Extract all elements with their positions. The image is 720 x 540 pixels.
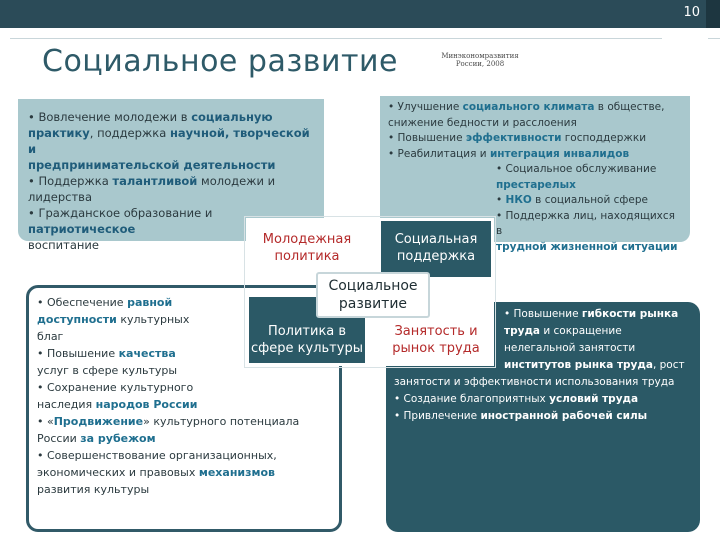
text-line: институтов рынка труда, рост bbox=[504, 359, 685, 371]
page-number: 10 bbox=[683, 5, 700, 20]
text-line: • Поддержка талантливой молодежи и bbox=[28, 174, 276, 188]
text-line: воспитание bbox=[28, 238, 99, 252]
text-line: • Создание благоприятных условий труда bbox=[394, 393, 639, 405]
text-line: • Обеспечение равной bbox=[37, 296, 173, 309]
text-line: • Повышение гибкости рынка bbox=[504, 308, 679, 320]
text-line: престарелых bbox=[496, 178, 576, 191]
top-bar-accent bbox=[706, 0, 720, 28]
top-bar bbox=[0, 0, 706, 28]
divider bbox=[708, 38, 720, 39]
text-line: экономических и правовых механизмов bbox=[37, 466, 276, 479]
text-line: трудной жизненной ситуации bbox=[496, 240, 678, 253]
text-line: • Улучшение социального климата в обществе, bbox=[388, 101, 665, 113]
text-line: практику, поддержка научной, творческой и bbox=[28, 126, 310, 156]
page-title: Социальное развитие bbox=[42, 44, 398, 79]
text-line: занятости и эффективности использования труда bbox=[394, 376, 675, 388]
text-line: • Поддержка лиц, находящихся в bbox=[496, 209, 675, 237]
text-line: нелегальной занятости bbox=[504, 342, 636, 354]
text-line: • Привлечение иностранной рабочей силы bbox=[394, 410, 648, 422]
culture-policy-card: Политика в сфере культуры bbox=[246, 294, 368, 366]
text-line: наследия народов России bbox=[37, 398, 198, 411]
employment-card: Занятость и рынок труда bbox=[378, 294, 494, 366]
text-line: труда и сокращение bbox=[504, 325, 622, 337]
text-line: благ bbox=[37, 330, 64, 343]
text-line: • Социальное обслуживание bbox=[496, 163, 657, 175]
text-line: • НКО в социальной сфере bbox=[496, 194, 648, 206]
text-line: снижение бедности и расслоения bbox=[388, 116, 577, 129]
text-line: лидерства bbox=[28, 190, 92, 204]
center-title: Социальное развитие bbox=[316, 272, 430, 318]
text-line: предпринимательской деятельности bbox=[28, 158, 276, 172]
text-line: • Повышение качества bbox=[37, 347, 176, 360]
text-line: • Гражданское образование и патриотическое bbox=[28, 206, 213, 236]
source-note: Минэкономразвития России, 2008 bbox=[441, 52, 519, 69]
text-line: • Повышение эффективности господдержки bbox=[388, 132, 647, 144]
youth-policy-card: Молодежная политика bbox=[246, 218, 368, 280]
divider bbox=[10, 38, 662, 39]
text-line: • Совершенствование организационных, bbox=[37, 449, 277, 462]
text-line: • Вовлечение молодежи в социальную bbox=[28, 110, 273, 124]
text-line: услуг в сфере культуры bbox=[37, 364, 178, 377]
text-line: • Реабилитация и интеграция инвалидов bbox=[388, 147, 630, 160]
social-support-card: Социальная поддержка bbox=[378, 218, 494, 280]
text-line: • «Продвижение» культурного потенциала bbox=[37, 415, 300, 428]
text-line: • Сохранение культурного bbox=[37, 381, 194, 394]
text-line: доступности культурных bbox=[37, 313, 190, 326]
text-line: России за рубежом bbox=[37, 432, 156, 445]
text-line: развития культуры bbox=[37, 483, 150, 496]
